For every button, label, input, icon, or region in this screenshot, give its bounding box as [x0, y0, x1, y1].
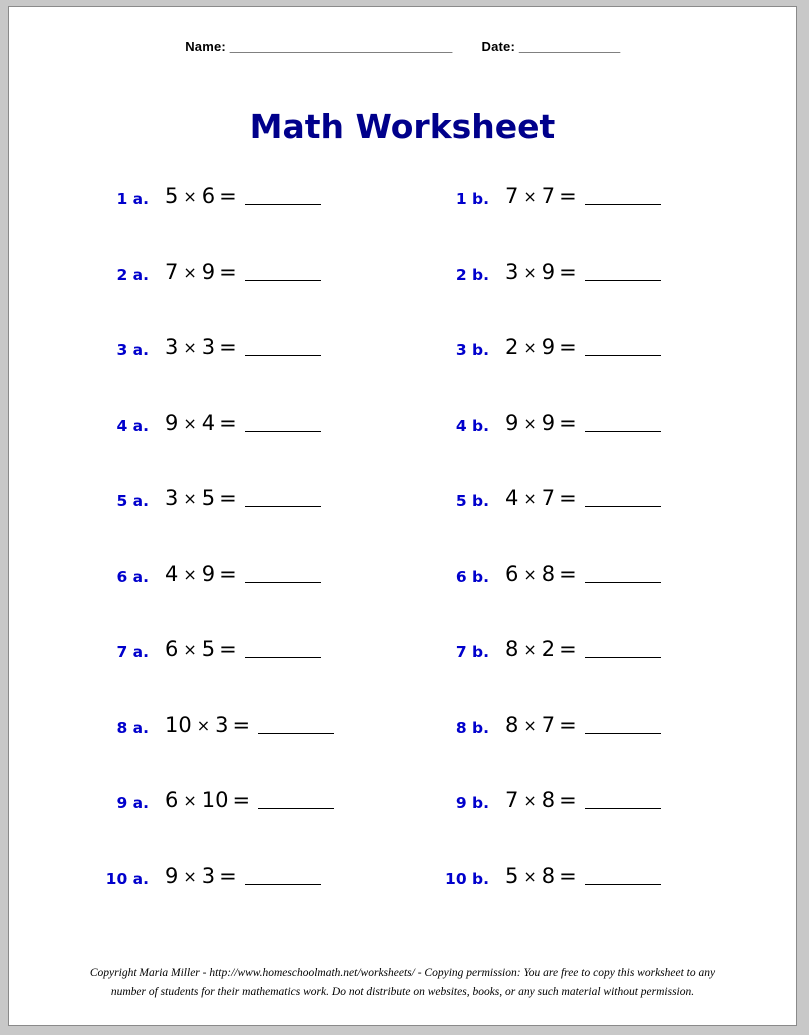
problem-row	[427, 482, 767, 558]
operand-left: 7	[165, 259, 179, 284]
answer-blank[interactable]	[585, 187, 661, 205]
problem-label: 3 a.	[116, 341, 149, 359]
operand-right: 4	[201, 410, 216, 435]
operand-left: 9	[505, 410, 519, 435]
multiply-icon: ×	[183, 866, 197, 886]
problem-expression	[505, 260, 661, 284]
answer-blank[interactable]	[585, 489, 661, 507]
operand-right: 3	[201, 335, 216, 359]
problem-row	[427, 331, 767, 407]
operand-right: 9	[201, 561, 216, 586]
equals-sign: =	[559, 410, 577, 435]
multiply-icon: ×	[183, 338, 197, 357]
equals-sign: =	[559, 184, 577, 208]
operand-right: 7	[541, 486, 556, 510]
multiply-icon: ×	[523, 413, 537, 433]
name-label: Name:	[185, 39, 226, 54]
operand-left: 9	[165, 410, 179, 435]
problem-expression	[505, 184, 661, 208]
operand-right: 3	[201, 863, 216, 888]
answer-blank[interactable]	[245, 414, 321, 432]
problem-label: 4 b.	[455, 416, 489, 435]
operand-left: 8	[505, 637, 519, 661]
problem-expression	[165, 486, 321, 510]
problem-row	[87, 558, 427, 634]
problem-row	[87, 407, 427, 483]
worksheet-header	[9, 39, 796, 54]
problem-expression	[165, 335, 321, 359]
multiply-icon: ×	[523, 564, 537, 584]
problem-row	[87, 331, 427, 407]
operand-left: 3	[165, 335, 179, 359]
multiply-icon: ×	[523, 262, 537, 282]
answer-blank[interactable]	[585, 716, 661, 734]
problem-label: 10 b.	[445, 869, 489, 888]
multiply-icon: ×	[196, 715, 211, 735]
problem-row	[427, 860, 767, 936]
worksheet-page	[8, 6, 797, 1026]
operand-right: 9	[541, 410, 556, 435]
operand-left: 5	[505, 863, 519, 888]
problem-expression	[505, 864, 661, 888]
problem-expression	[505, 713, 661, 737]
multiply-icon: ×	[523, 338, 537, 357]
problem-expression	[505, 335, 661, 359]
multiply-icon: ×	[183, 640, 197, 659]
operand-right: 5	[201, 486, 216, 510]
problem-row	[427, 256, 767, 332]
problem-expression	[505, 788, 661, 812]
operand-left: 4	[505, 486, 519, 510]
answer-blank[interactable]	[245, 489, 321, 507]
operand-right: 10	[201, 788, 229, 812]
problem-row	[427, 558, 767, 634]
operand-right: 8	[541, 788, 556, 812]
problem-expression	[165, 260, 321, 284]
answer-blank[interactable]	[585, 263, 661, 281]
equals-sign: =	[219, 561, 237, 586]
problem-column-b	[427, 180, 767, 935]
problem-label: 8 a.	[116, 718, 149, 737]
problem-expression	[165, 637, 321, 661]
problem-expression	[165, 713, 334, 737]
problem-expression	[165, 411, 321, 435]
multiply-icon: ×	[183, 413, 197, 433]
date-blank-line[interactable]: _______________	[518, 39, 620, 54]
equals-sign: =	[219, 335, 237, 359]
answer-blank[interactable]	[245, 640, 321, 658]
problem-label: 5 b.	[455, 492, 489, 510]
problem-label: 3 b.	[455, 341, 489, 359]
problem-label: 10 a.	[105, 869, 149, 888]
answer-blank[interactable]	[245, 338, 321, 356]
operand-right: 9	[201, 259, 216, 284]
answer-blank[interactable]	[585, 565, 661, 583]
problem-label: 9 b.	[455, 794, 489, 812]
copyright-line-2: number of students for their mathematics work. Do not distribute on websites, books, or any such material without permission.	[110, 986, 695, 999]
problem-expression	[505, 486, 661, 510]
operand-right: 7	[541, 712, 556, 737]
equals-sign: =	[219, 410, 237, 435]
multiply-icon: ×	[183, 791, 197, 810]
operand-left: 7	[505, 184, 519, 208]
copyright-footer	[69, 964, 736, 1003]
multiply-icon: ×	[523, 640, 537, 659]
equals-sign: =	[219, 259, 237, 284]
answer-blank[interactable]	[585, 791, 661, 809]
problem-expression	[165, 184, 321, 208]
operand-left: 6	[165, 788, 179, 812]
equals-sign: =	[559, 561, 577, 586]
operand-right: 5	[201, 637, 216, 661]
answer-blank[interactable]	[245, 565, 321, 583]
equals-sign: =	[219, 486, 237, 510]
equals-sign: =	[559, 335, 577, 359]
answer-blank[interactable]	[245, 187, 321, 205]
operand-right: 8	[541, 863, 556, 888]
problem-label: 6 a.	[116, 567, 149, 586]
operand-right: 3	[215, 712, 229, 737]
operand-right: 6	[201, 184, 216, 208]
problem-row	[427, 180, 767, 256]
date-label: Date:	[481, 39, 516, 54]
equals-sign: =	[559, 259, 577, 284]
problem-row	[87, 860, 427, 936]
problem-row	[427, 633, 767, 709]
operand-left: 4	[165, 561, 179, 586]
equals-sign: =	[219, 637, 237, 661]
answer-blank[interactable]	[245, 263, 321, 281]
problem-row	[87, 256, 427, 332]
answer-blank[interactable]	[585, 867, 661, 885]
operand-right: 8	[541, 561, 556, 586]
operand-left: 10	[165, 712, 192, 737]
problem-label: 7 b.	[455, 643, 489, 661]
multiply-icon: ×	[183, 262, 197, 282]
multiply-icon: ×	[523, 187, 537, 206]
problem-expression	[165, 562, 321, 586]
problem-label: 2 a.	[116, 265, 149, 284]
answer-blank[interactable]	[258, 716, 334, 734]
problem-expression	[165, 788, 334, 812]
problem-label: 7 a.	[116, 643, 149, 661]
problem-label: 5 a.	[116, 492, 149, 510]
problem-label: 8 b.	[455, 718, 489, 737]
problem-expression	[165, 864, 321, 888]
multiply-icon: ×	[183, 187, 197, 206]
problem-grid	[9, 180, 796, 940]
problem-expression	[505, 562, 661, 586]
problem-row	[87, 784, 427, 860]
operand-right: 2	[541, 637, 556, 661]
problem-row	[87, 482, 427, 558]
copyright-line-1: Copyright Maria Miller - http://www.homeschoolmath.net/worksheets/ - Copying permission: You are free to copy this worksheet to any	[89, 966, 716, 979]
answer-blank[interactable]	[585, 338, 661, 356]
multiply-icon: ×	[523, 791, 537, 810]
problem-row	[87, 709, 427, 785]
problem-label: 4 a.	[116, 416, 149, 435]
operand-left: 5	[165, 184, 179, 208]
problem-row	[427, 709, 767, 785]
equals-sign: =	[232, 788, 251, 812]
multiply-icon: ×	[183, 564, 197, 584]
problem-row	[427, 784, 767, 860]
page-title: Math Worksheet	[249, 107, 556, 146]
problem-label: 6 b.	[455, 567, 489, 586]
problem-row	[427, 407, 767, 483]
answer-blank[interactable]	[258, 791, 334, 809]
equals-sign: =	[559, 486, 577, 510]
operand-left: 6	[505, 561, 519, 586]
equals-sign: =	[559, 712, 577, 737]
operand-left: 8	[505, 712, 519, 737]
equals-sign: =	[219, 863, 237, 888]
answer-blank[interactable]	[585, 640, 661, 658]
problem-label: 1 a.	[116, 190, 149, 208]
operand-left: 7	[505, 788, 519, 812]
multiply-icon: ×	[523, 866, 537, 886]
multiply-icon: ×	[523, 489, 537, 508]
problem-label: 1 b.	[455, 190, 489, 208]
operand-left: 6	[165, 637, 179, 661]
problem-column-a	[87, 180, 427, 935]
problem-label: 2 b.	[455, 265, 489, 284]
operand-right: 9	[541, 259, 556, 284]
equals-sign: =	[559, 788, 577, 812]
operand-left: 9	[165, 863, 179, 888]
problem-expression	[505, 637, 661, 661]
name-blank-line[interactable]: _________________________________	[229, 39, 452, 54]
equals-sign: =	[219, 184, 237, 208]
operand-right: 7	[541, 184, 556, 208]
operand-right: 9	[541, 335, 556, 359]
answer-blank[interactable]	[585, 414, 661, 432]
operand-left: 3	[505, 259, 519, 284]
operand-left: 3	[165, 486, 179, 510]
equals-sign: =	[232, 712, 251, 737]
multiply-icon: ×	[523, 715, 537, 735]
problem-expression	[505, 411, 661, 435]
equals-sign: =	[559, 637, 577, 661]
multiply-icon: ×	[183, 489, 197, 508]
operand-left: 2	[505, 335, 519, 359]
problem-label: 9 a.	[116, 794, 149, 812]
equals-sign: =	[559, 863, 577, 888]
answer-blank[interactable]	[245, 867, 321, 885]
problem-row	[87, 180, 427, 256]
problem-row	[87, 633, 427, 709]
